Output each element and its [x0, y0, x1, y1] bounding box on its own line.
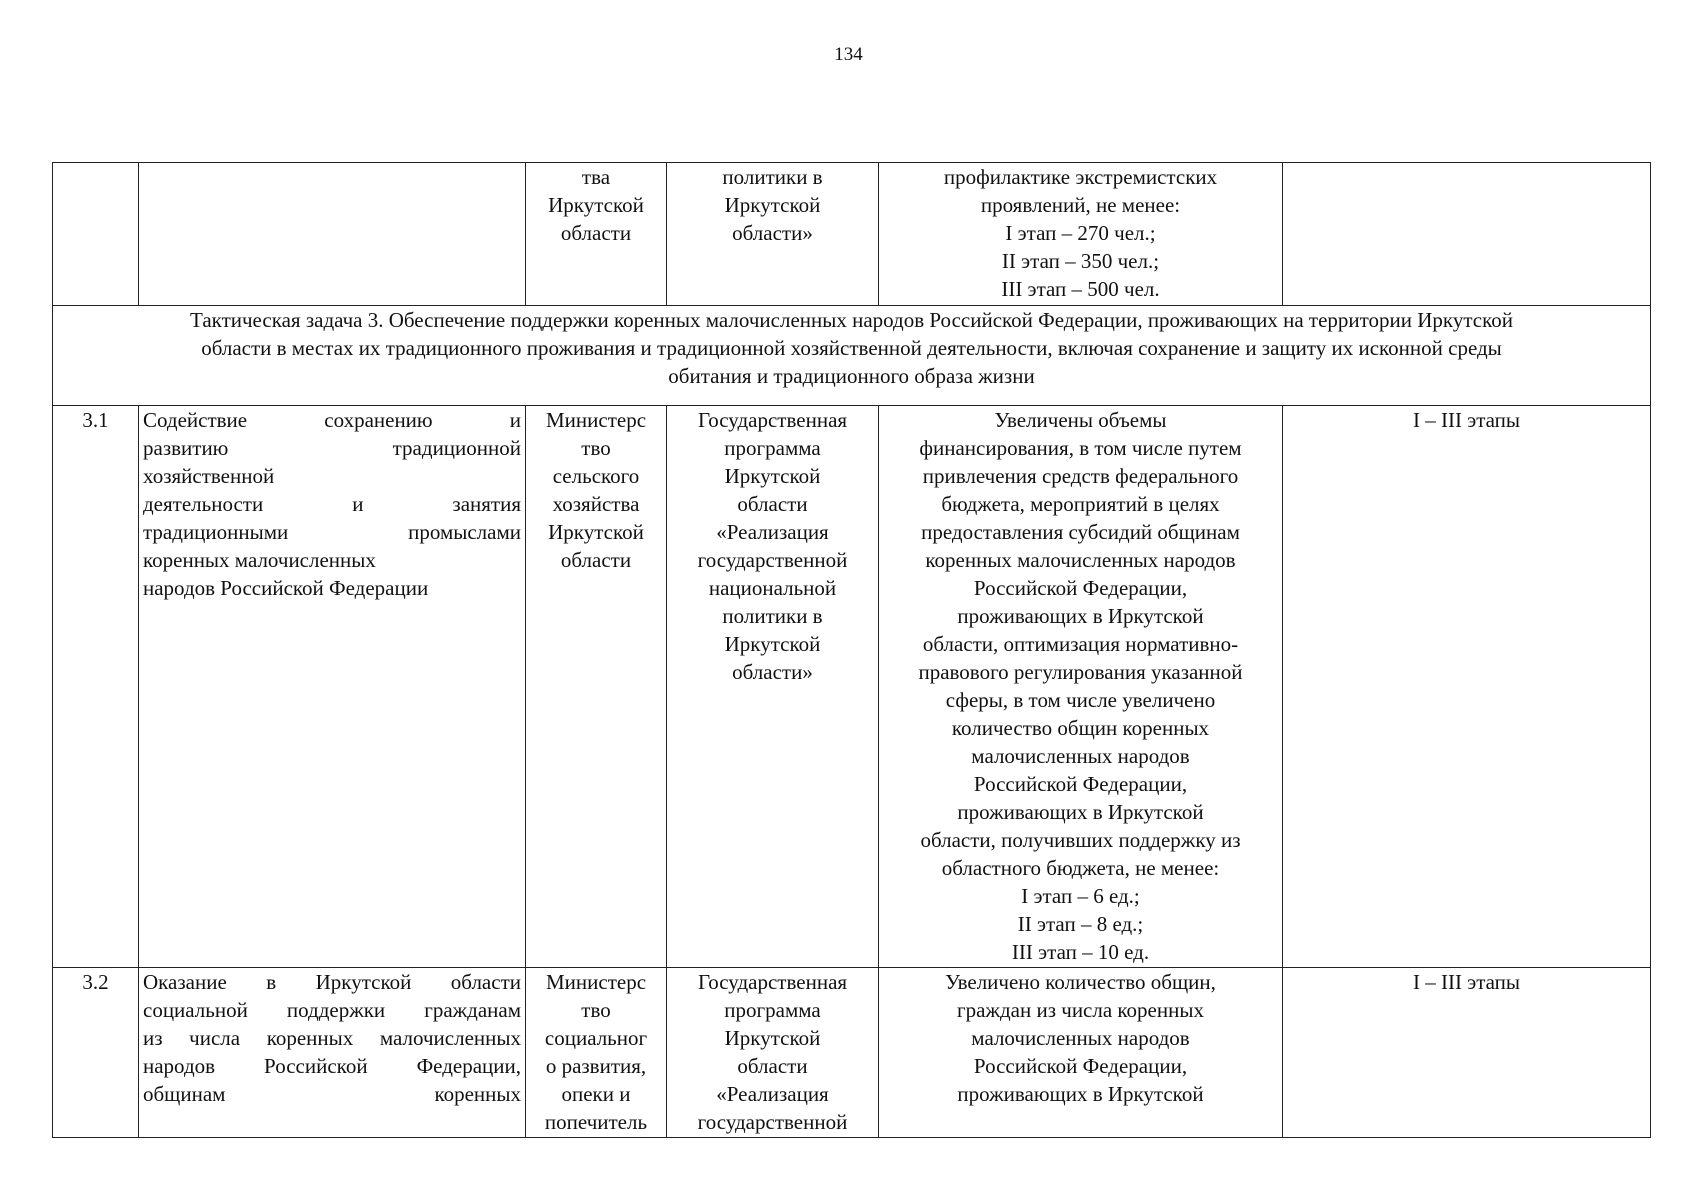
cell-program	[667, 406, 879, 968]
cell-line: области	[737, 1054, 808, 1078]
cell-line: развитию традиционной	[143, 436, 521, 460]
cell-line: Иркутской	[724, 464, 821, 488]
cell-line: тво	[581, 998, 611, 1022]
cell-line: бюджета, мероприятий в целях	[941, 492, 1220, 516]
cell-line: Российской Федерации,	[973, 576, 1188, 600]
cell-line: граждан из числа коренных	[957, 998, 1204, 1022]
cell-line: политики в	[722, 165, 823, 189]
cell-line: из числа коренных малочисленных	[143, 1026, 521, 1050]
cell-line: народов Российской Федерации	[143, 576, 429, 600]
cell-line: попечитель	[544, 1110, 648, 1134]
cell-line: хозяйства	[552, 492, 640, 516]
cell-line: государственной	[697, 548, 848, 572]
cell-stages	[1283, 163, 1651, 306]
cell-program	[667, 163, 879, 306]
cell-line: области»	[732, 221, 813, 245]
cell-line: области	[560, 221, 632, 245]
cell-line: Государственная	[697, 408, 848, 432]
cell-line: коренных малочисленных	[143, 548, 376, 572]
cell-line: I этап – 270 чел.;	[1005, 221, 1156, 245]
cell-line: малочисленных народов	[971, 1026, 1190, 1050]
cell-line: правового регулирования указанной	[918, 660, 1243, 684]
cell-line: опеки и	[561, 1082, 631, 1106]
cell-line: проявлений, не менее:	[980, 193, 1181, 217]
task-line: области в местах их традиционного проживания и традиционной хозяйственной деятельности, включая сохранение и защиту их исконной среды	[201, 336, 1502, 360]
cell-line: политики в	[722, 604, 823, 628]
cell-line: сельского	[552, 464, 640, 488]
cell-line: области»	[732, 660, 813, 684]
cell-line: III этап – 10 ед.	[1011, 940, 1150, 964]
cell-line: Российской Федерации,	[973, 1054, 1188, 1078]
task-line: Тактическая задача 3. Обеспечение поддержки коренных малочисленных народов Российской Федерации, проживающих на территории Иркутской	[190, 308, 1513, 332]
cell-measure	[139, 163, 526, 306]
cell-line: II этап – 350 чел.;	[1001, 249, 1160, 273]
cell-line: Российской Федерации,	[973, 772, 1188, 796]
cell-line: Иркутской	[548, 193, 644, 217]
cell-line: количество общин коренных	[951, 716, 1210, 740]
cell-line: «Реализация	[716, 1082, 829, 1106]
cell-line: Содействие сохранению и	[143, 408, 521, 432]
cell-line: I этап – 6 ед.;	[1021, 884, 1140, 908]
table-row-continuation	[53, 163, 1651, 306]
cell-executor	[526, 406, 667, 968]
cell-line: программа	[724, 436, 821, 460]
cell-line: Увеличено количество общин,	[945, 970, 1216, 994]
cell-line: области	[560, 548, 632, 572]
cell-line: «Реализация	[716, 520, 829, 544]
cell-line: о развития,	[545, 1054, 647, 1078]
cell-line: Министерс	[545, 408, 647, 432]
cell-line: привлечения средств федерального	[922, 464, 1239, 488]
cell-measure	[139, 406, 526, 968]
cell-line: национальной	[708, 576, 837, 600]
cell-line: областного бюджета, не менее:	[941, 856, 1220, 880]
cell-line: профилактике экстремистских	[943, 165, 1218, 189]
page-number: 134	[834, 44, 863, 65]
cell-line: предоставления субсидий общинам	[921, 520, 1240, 544]
cell-result	[879, 406, 1283, 968]
cell-line: II этап – 8 ед.;	[1017, 912, 1144, 936]
table-row-3-2	[53, 968, 1651, 1138]
cell-line: деятельности и занятия	[143, 492, 521, 516]
cell-line: сферы, в том числе увеличено	[945, 688, 1216, 712]
table-row-3-1	[53, 406, 1651, 968]
cell-line: Иркутской	[724, 1026, 821, 1050]
cell-line: малочисленных народов	[971, 744, 1190, 768]
cell-line: программа	[724, 998, 821, 1022]
cell-result	[879, 968, 1283, 1138]
cell-line: социальной поддержки гражданам	[143, 998, 521, 1022]
program-table	[52, 162, 1651, 1138]
cell-line: государственной	[697, 1110, 848, 1134]
cell-line: тво	[581, 436, 611, 460]
cell-line: проживающих в Иркутской	[957, 604, 1204, 628]
table-row-task-header	[53, 306, 1651, 406]
cell-executor	[526, 968, 667, 1138]
cell-line: Иркутской	[548, 520, 644, 544]
cell-line: Увеличены объемы	[994, 408, 1167, 432]
cell-line: Оказание в Иркутской области	[143, 970, 521, 994]
cell-num: 3.2	[53, 968, 139, 1138]
cell-executor	[526, 163, 667, 306]
task-line: обитания и традиционного образа жизни	[668, 364, 1035, 388]
cell-line: Иркутской	[724, 632, 821, 656]
cell-line: области, оптимизация нормативно-	[922, 632, 1239, 656]
cell-line: народов Российской Федерации,	[143, 1054, 521, 1078]
cell-line: области	[737, 492, 808, 516]
cell-line: тва	[581, 165, 611, 189]
cell-stages: I – III этапы	[1283, 968, 1651, 1138]
cell-result	[879, 163, 1283, 306]
cell-measure	[139, 968, 526, 1138]
cell-line: области, получивших поддержку из	[920, 828, 1241, 852]
cell-line: III этап – 500 чел.	[1001, 277, 1160, 301]
cell-line: общинам коренных	[143, 1082, 521, 1106]
cell-line: традиционными промыслами	[143, 520, 521, 544]
tactical-task-heading	[53, 306, 1651, 406]
cell-line: Государственная	[697, 970, 848, 994]
cell-line: проживающих в Иркутской	[957, 800, 1204, 824]
cell-line: Иркутской	[724, 193, 821, 217]
cell-stages: I – III этапы	[1283, 406, 1651, 968]
cell-program	[667, 968, 879, 1138]
cell-line: финансирования, в том числе путем	[919, 436, 1242, 460]
cell-line: коренных малочисленных народов	[925, 548, 1236, 572]
cell-num	[53, 163, 139, 306]
cell-line: Министерс	[545, 970, 647, 994]
cell-line: хозяйственной	[143, 464, 275, 488]
cell-line: социальног	[544, 1026, 648, 1050]
cell-num: 3.1	[53, 406, 139, 968]
cell-line: проживающих в Иркутской	[957, 1082, 1204, 1106]
